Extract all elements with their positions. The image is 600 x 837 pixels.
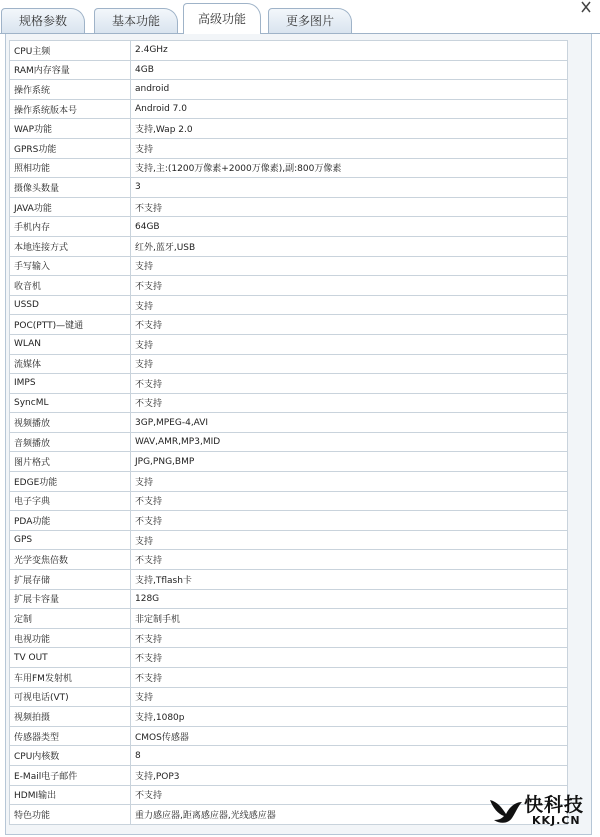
table-row — [10, 472, 568, 492]
table-row — [10, 178, 568, 198]
table-row — [10, 550, 568, 570]
table-row — [10, 511, 568, 531]
spec-value: 支持,Wap 2.0 — [131, 119, 568, 139]
table-row — [10, 334, 568, 354]
spec-name: HDMI输出 — [10, 785, 131, 805]
spec-value: 支持,1080p — [131, 707, 568, 727]
spec-value: 不支持 — [131, 550, 568, 570]
spec-value: 3 — [131, 178, 568, 198]
spec-value: 8 — [131, 746, 568, 766]
spec-value: 支持 — [131, 472, 568, 492]
spec-name: WLAN — [10, 334, 131, 354]
spec-value: Android 7.0 — [131, 99, 568, 119]
spec-name: E-Mail电子邮件 — [10, 765, 131, 785]
spec-name: CPU内核数 — [10, 746, 131, 766]
spec-name: 音频播放 — [10, 432, 131, 452]
table-row — [10, 785, 568, 805]
spec-table — [9, 40, 568, 825]
table-row — [10, 589, 568, 609]
spec-name: IMPS — [10, 374, 131, 394]
table-row — [10, 315, 568, 335]
table-row — [10, 726, 568, 746]
spec-value: 不支持 — [131, 276, 568, 296]
tab-specs[interactable]: 规格参数 — [1, 8, 85, 33]
spec-name: GPRS功能 — [10, 138, 131, 158]
table-row — [10, 432, 568, 452]
spec-name: 摄像头数量 — [10, 178, 131, 198]
table-row — [10, 628, 568, 648]
watermark — [488, 790, 598, 834]
table-row — [10, 765, 568, 785]
spec-value: 4GB — [131, 60, 568, 80]
table-row — [10, 217, 568, 237]
spec-name: 电子字典 — [10, 491, 131, 511]
spec-name: 手机内存 — [10, 217, 131, 237]
table-row — [10, 687, 568, 707]
table-row — [10, 276, 568, 296]
spec-name: 扩展存储 — [10, 570, 131, 590]
table-row — [10, 354, 568, 374]
table-row — [10, 158, 568, 178]
spec-name: USSD — [10, 295, 131, 315]
spec-name: 视频拍摄 — [10, 707, 131, 727]
table-row — [10, 236, 568, 256]
table-row — [10, 746, 568, 766]
table-row — [10, 138, 568, 158]
table-row — [10, 609, 568, 629]
tab-basic-features[interactable]: 基本功能 — [94, 8, 178, 33]
table-row — [10, 491, 568, 511]
spec-value: WAV,AMR,MP3,MID — [131, 432, 568, 452]
spec-name: 视频播放 — [10, 413, 131, 433]
spec-value: android — [131, 80, 568, 100]
spec-value: 支持 — [131, 295, 568, 315]
spec-value: 支持 — [131, 687, 568, 707]
spec-name: 手写输入 — [10, 256, 131, 276]
spec-value: 不支持 — [131, 628, 568, 648]
table-row — [10, 648, 568, 668]
spec-name: 照相功能 — [10, 158, 131, 178]
table-row — [10, 570, 568, 590]
spec-name: POC(PTT)—键通 — [10, 315, 131, 335]
spec-value: 不支持 — [131, 668, 568, 688]
spec-value: 支持,Tflash卡 — [131, 570, 568, 590]
spec-name: CPU主频 — [10, 41, 131, 61]
table-row — [10, 256, 568, 276]
spec-name: 电视功能 — [10, 628, 131, 648]
spec-value: 支持 — [131, 530, 568, 550]
table-row — [10, 119, 568, 139]
spec-value: 重力感应器,距离感应器,光线感应器 — [131, 805, 568, 825]
spec-value: 不支持 — [131, 374, 568, 394]
spec-value: CMOS传感器 — [131, 726, 568, 746]
spec-name: EDGE功能 — [10, 472, 131, 492]
spec-value: 支持 — [131, 256, 568, 276]
tab-more-images[interactable]: 更多图片 — [268, 8, 352, 33]
spec-name: WAP功能 — [10, 119, 131, 139]
spec-name: 图片格式 — [10, 452, 131, 472]
spec-value: 不支持 — [131, 315, 568, 335]
spec-value: 支持 — [131, 354, 568, 374]
table-row — [10, 99, 568, 119]
spec-value: 支持 — [131, 138, 568, 158]
table-row — [10, 707, 568, 727]
spec-value: 不支持 — [131, 648, 568, 668]
table-row — [10, 805, 568, 825]
spec-name: 扩展卡容量 — [10, 589, 131, 609]
spec-value: 不支持 — [131, 491, 568, 511]
spec-name: PDA功能 — [10, 511, 131, 531]
bird-logo-icon — [488, 792, 524, 828]
watermark-site: KKJ.CN — [532, 814, 581, 827]
spec-name: 车用FM发射机 — [10, 668, 131, 688]
table-row — [10, 80, 568, 100]
spec-value: 3GP,MPEG-4,AVI — [131, 413, 568, 433]
spec-value: 支持 — [131, 334, 568, 354]
spec-name: 流媒体 — [10, 354, 131, 374]
table-row — [10, 393, 568, 413]
spec-name: TV OUT — [10, 648, 131, 668]
table-row — [10, 41, 568, 61]
watermark-brand: 快科技 — [524, 794, 585, 816]
spec-value: 红外,蓝牙,USB — [131, 236, 568, 256]
table-row — [10, 60, 568, 80]
spec-value: 支持,主:(1200万像素+2000万像素),副:800万像素 — [131, 158, 568, 178]
spec-name: SyncML — [10, 393, 131, 413]
spec-value: 64GB — [131, 217, 568, 237]
spec-value: 支持,POP3 — [131, 765, 568, 785]
spec-name: 本地连接方式 — [10, 236, 131, 256]
table-row — [10, 413, 568, 433]
spec-name: 定制 — [10, 609, 131, 629]
spec-name: 可视电话(VT) — [10, 687, 131, 707]
spec-name: JAVA功能 — [10, 197, 131, 217]
spec-value: 非定制手机 — [131, 609, 568, 629]
close-icon — [580, 0, 592, 34]
table-row — [10, 197, 568, 217]
table-row — [10, 374, 568, 394]
spec-value: 不支持 — [131, 197, 568, 217]
spec-value: 128G — [131, 589, 568, 609]
table-row — [10, 452, 568, 472]
tab-advanced-features[interactable]: 高级功能 — [183, 3, 261, 34]
spec-name: 操作系统 — [10, 80, 131, 100]
spec-name: 特色功能 — [10, 805, 131, 825]
table-row — [10, 295, 568, 315]
table-row — [10, 530, 568, 550]
tab-bar — [0, 0, 600, 34]
spec-name: 收音机 — [10, 276, 131, 296]
spec-name: GPS — [10, 530, 131, 550]
spec-value: 2.4GHz — [131, 41, 568, 61]
spec-value: JPG,PNG,BMP — [131, 452, 568, 472]
spec-name: RAM内存容量 — [10, 60, 131, 80]
spec-name: 传感器类型 — [10, 726, 131, 746]
table-row — [10, 668, 568, 688]
spec-value: 不支持 — [131, 785, 568, 805]
spec-name: 光学变焦倍数 — [10, 550, 131, 570]
spec-value: 不支持 — [131, 511, 568, 531]
spec-value: 不支持 — [131, 393, 568, 413]
spec-name: 操作系统版本号 — [10, 99, 131, 119]
